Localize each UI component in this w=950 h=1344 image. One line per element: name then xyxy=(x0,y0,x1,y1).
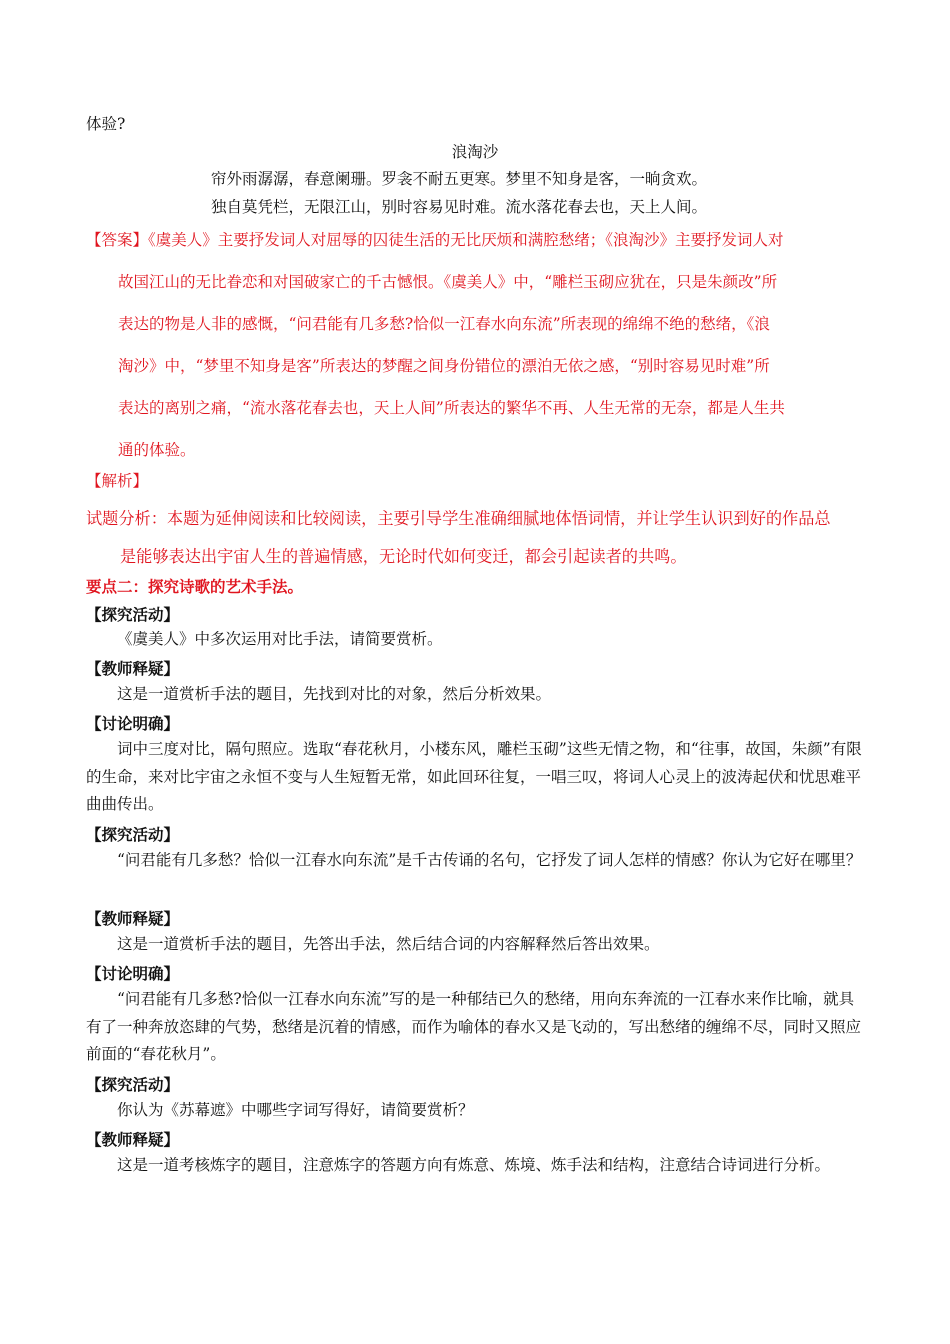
block-label: 【探究活动】 xyxy=(86,1075,180,1094)
answer-line: 表达的离别之痛，“流水落花春去也，天上人间”所表达的繁华不再、人生无常的无奈，都是人生共 xyxy=(118,399,785,417)
section2-heading: 要点二：探究诗歌的艺术手法。 xyxy=(86,577,304,596)
block-text: 这是一道考核炼字的题目，注意炼字的答题方向有炼意、炼境、炼手法和结构，注意结合诗词进行分析。 xyxy=(117,1156,831,1174)
answer-line: 故国江山的无比眷恋和对国破家亡的千古憾恨。《虞美人》中，“雕栏玉砌应犹在，只是朱颜改”所 xyxy=(118,273,778,291)
answer-block xyxy=(86,230,784,250)
answer-line: 通的体验。 xyxy=(118,441,196,459)
intro-tail: 体验? xyxy=(86,115,126,133)
block-text: “问君能有几多愁?恰似一江春水向东流”写的是一种郁结已久的愁绪，用向东奔流的一江春水来作比喻，就具有了一种奔放恣肆的气势，愁绪是沉着的情感，而作为喻体的春水又是飞动的，写出愁绪的缠绵不尽，同时又照应前面的“春花秋月”。 xyxy=(86,990,862,1063)
answer-line: 淘沙》中，“梦里不知身是客”所表达的梦醒之间身份错位的漂泊无依之感，“别时容易见时难”所 xyxy=(118,357,770,375)
block-text: “问君能有几多愁？恰似一江春水向东流”是千古传诵的名句，它抒发了词人怎样的情感？你认为它好在哪里？ xyxy=(117,851,862,869)
block-label: 【教师释疑】 xyxy=(86,1130,180,1149)
block-label: 【教师释疑】 xyxy=(86,659,180,678)
block-label: 【探究活动】 xyxy=(86,825,180,844)
block-text: 《虞美人》中多次运用对比手法，请简要赏析。 xyxy=(117,630,443,648)
poem-line-2: 独自莫凭栏，无限江山，别时容易见时难。流水落花春去也，天上人间。 xyxy=(211,198,708,216)
block-label: 【讨论明确】 xyxy=(86,714,180,733)
block-label: 【讨论明确】 xyxy=(86,964,180,983)
block-label: 【探究活动】 xyxy=(86,605,180,624)
block-text: 这是一道赏析手法的题目，先找到对比的对象，然后分析效果。 xyxy=(117,685,552,703)
block-text: 这是一道赏析手法的题目，先答出手法，然后结合词的内容解释然后答出效果。 xyxy=(117,935,660,953)
block-text: 词中三度对比，隔句照应。选取“春花秋月，小楼东风，雕栏玉砌”这些无情之物，和“往事，故国，朱颜”有限的生命，来对比宇宙之永恒不变与人生短暂无常，如此回环往复，一唱三叹，将词人心灵上的波涛起伏和忧思难平曲曲传出。 xyxy=(86,740,862,813)
poem-line-1: 帘外雨潺潺，春意阑珊。罗衾不耐五更寒。梦里不知身是客，一晌贪欢。 xyxy=(211,170,708,188)
analysis-label: 【解析】 xyxy=(86,472,149,490)
poem-title: 浪淘沙 xyxy=(451,143,499,161)
answer-line: 《虞美人》主要抒发词人对屈辱的囚徒生活的无比厌烦和满腔愁绪；《浪淘沙》主要抒发词人对 xyxy=(148,231,784,249)
answer-line: 表达的物是人非的感慨，“问君能有几多愁?恰似一江春水向东流”所表现的绵绵不绝的愁绪，《浪 xyxy=(118,315,770,333)
analysis-line-2: 是能够表达出宇宙人生的普遍情感，无论时代如何变迁，都会引起读者的共鸣。 xyxy=(120,547,687,566)
analysis-line-1: 试题分析：本题为延伸阅读和比较阅读，主要引导学生准确细腻地体悟词情，并让学生认识到好的作品总 xyxy=(86,509,831,528)
answer-label: 【答案】 xyxy=(86,231,149,249)
block-text: 你认为《苏幕遮》中哪些字词写得好，请简要赏析？ xyxy=(117,1101,474,1119)
block-label: 【教师释疑】 xyxy=(86,909,180,928)
